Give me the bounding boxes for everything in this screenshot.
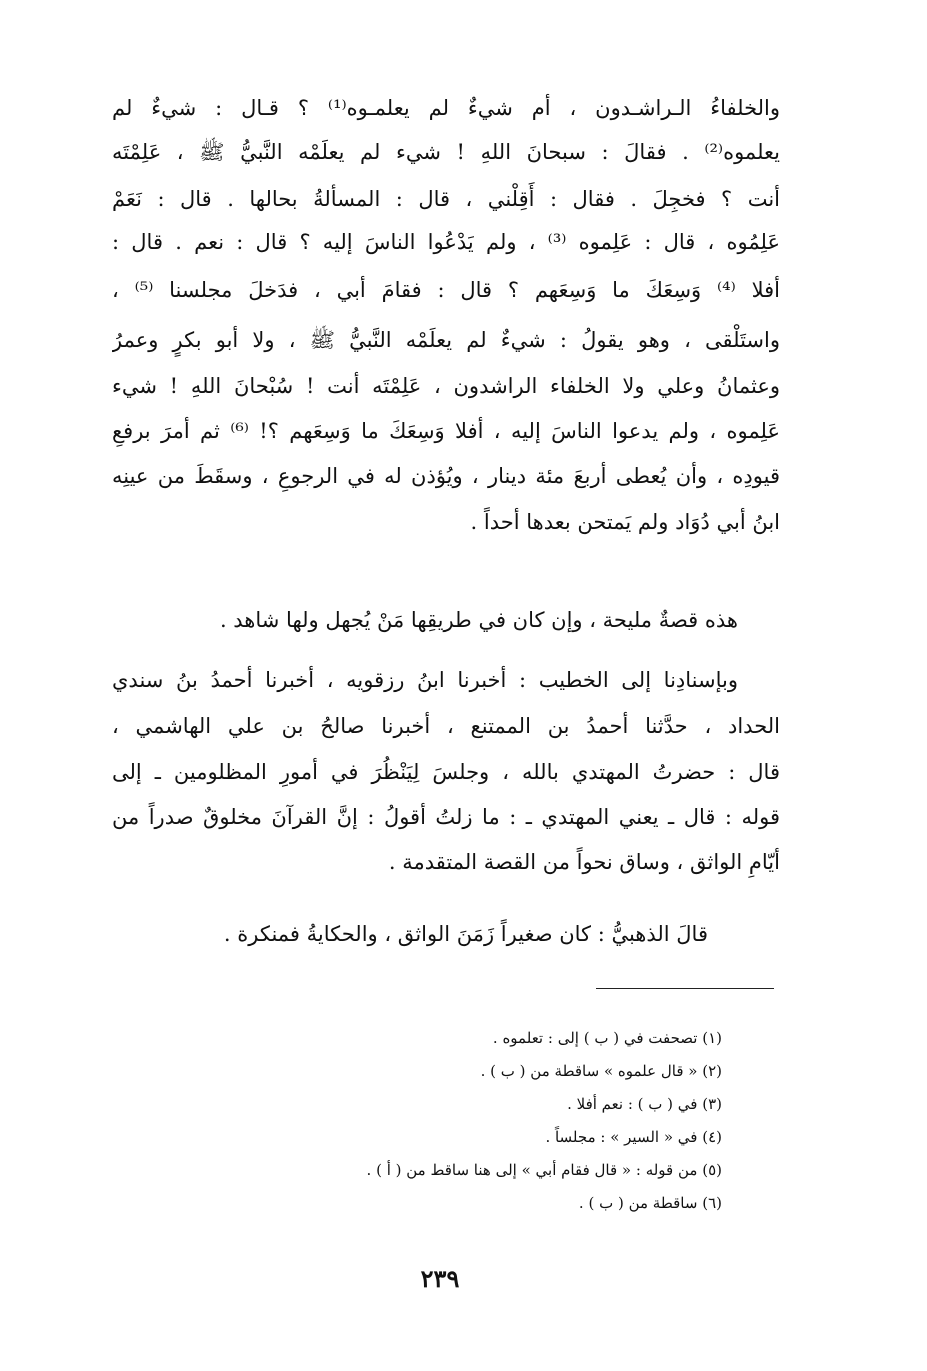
footnote-item: (٥) من قوله : « قال فقام أبي » إلى هنا ساقط من ( أ ) . xyxy=(366,1161,722,1179)
text-line: أفلا ⁽⁴⁾ وَسِعَكَ ما وَسِعَهم ؟ قال : فقامَ أبي ، فدَخلَ مجلسنا ⁽⁵⁾ ، xyxy=(112,278,780,302)
text-line: أنت ؟ فخجِلَ . فقال : أَقِلْني ، قال : المسألةُ بحالها . قال : نَعَمْ xyxy=(112,187,780,211)
paragraph-main-narrative xyxy=(112,88,780,544)
text-line: وبإسنادِنا إلى الخطيب : أخبرنا ابنُ رزقويه ، أخبرنا أحمدُ بنُ سندي xyxy=(112,668,738,692)
footnote-item: (٢) « قال علموه » ساقطة من ( ب ) . xyxy=(480,1062,722,1080)
paragraph-dhahabi xyxy=(112,912,780,956)
footnote-item: (٣) في ( ب ) : نعم أفلا . xyxy=(567,1095,722,1113)
footnote-divider xyxy=(596,988,774,989)
text-line: أيّامِ الواثق ، وساق نحواً من القصة المتقدمة . xyxy=(388,850,780,874)
paragraph-comment xyxy=(112,598,780,642)
text-line: وعثمانُ وعلي ولا الخلفاء الراشدون ، عَلِمْتَه أنت ! سُبْحانَ اللهِ ! شيء xyxy=(112,374,780,398)
text-line: قيودِه ، وأن يُعطى أربعَ مئة دينار ، ويُؤذن له في الرجوعِ ، وسقَطَ من عينِه xyxy=(112,464,780,488)
text-line: والخلفاءُ الـراشـدون ، أم شيءٌ لم يعلمـوه⁽¹⁾ ؟ قـال : شيءٌ لم xyxy=(112,96,780,120)
text-line: ابنُ أبي دُوَاد ولم يَمتحن بعدها أحداً . xyxy=(470,510,780,534)
text-line: قال : حضرتُ المهتدي بالله ، وجلسَ لِيَنْظُرَ في أمورِ المظلومين ـ إلى xyxy=(112,760,780,784)
text-line: عَلِمُوه ، قال : عَلِموه ⁽³⁾ ، ولم يَدْعُوا الناسَ إليه ؟ قال : نعم . قال : xyxy=(112,230,780,254)
text-line: الحداد ، حدَّثنا أحمدُ بن الممتنع ، أخبرنا صالحُ بن علي الهاشمي ، xyxy=(112,714,780,738)
paragraph-isnad xyxy=(112,656,780,884)
text-line: عَلِموه ، ولم يدعوا الناسَ إليه ، أفلا وَسِعَكَ ما وَسِعَهم ؟! ⁽⁶⁾ ثم أمرَ برفعِ xyxy=(112,419,780,443)
text-line: واستَلْقى ، وهو يقولُ : شيءٌ لم يعلَمْه النَّبيُّ ﷺ ، ولا أبو بكرٍ وعمرُ xyxy=(112,328,780,352)
text-line: يعلموه⁽²⁾ . فقالَ : سبحانَ اللهِ ! شيء لم يعلَمْه النَّبيُّ ﷺ ، عَلِمْتَه xyxy=(112,140,780,164)
footnote-item: (١) تصحفت في ( ب ) إلى : تعلموه . xyxy=(492,1029,722,1047)
page-number: ٢٣٩ xyxy=(420,1264,460,1293)
footnotes xyxy=(200,1022,722,1220)
text-line: هذه قصةٌ مليحة ، وإن كان في طريقِها مَنْ يُجهل ولها شاهد . xyxy=(219,608,738,632)
footnote-item: (٤) في « السير » : مجلساً . xyxy=(545,1128,722,1146)
footnote-item: (٦) ساقطة من ( ب ) . xyxy=(578,1194,722,1212)
text-line: قوله : قال ـ يعني المهتدي ـ : ما زلتُ أقولُ : إنَّ القرآنَ مخلوقٌ صدراً من xyxy=(112,805,780,829)
text-line: قالَ الذهبيُّ : كان صغيراً زَمَنَ الواثق ، والحكايةُ فمنكرة . xyxy=(223,922,708,946)
